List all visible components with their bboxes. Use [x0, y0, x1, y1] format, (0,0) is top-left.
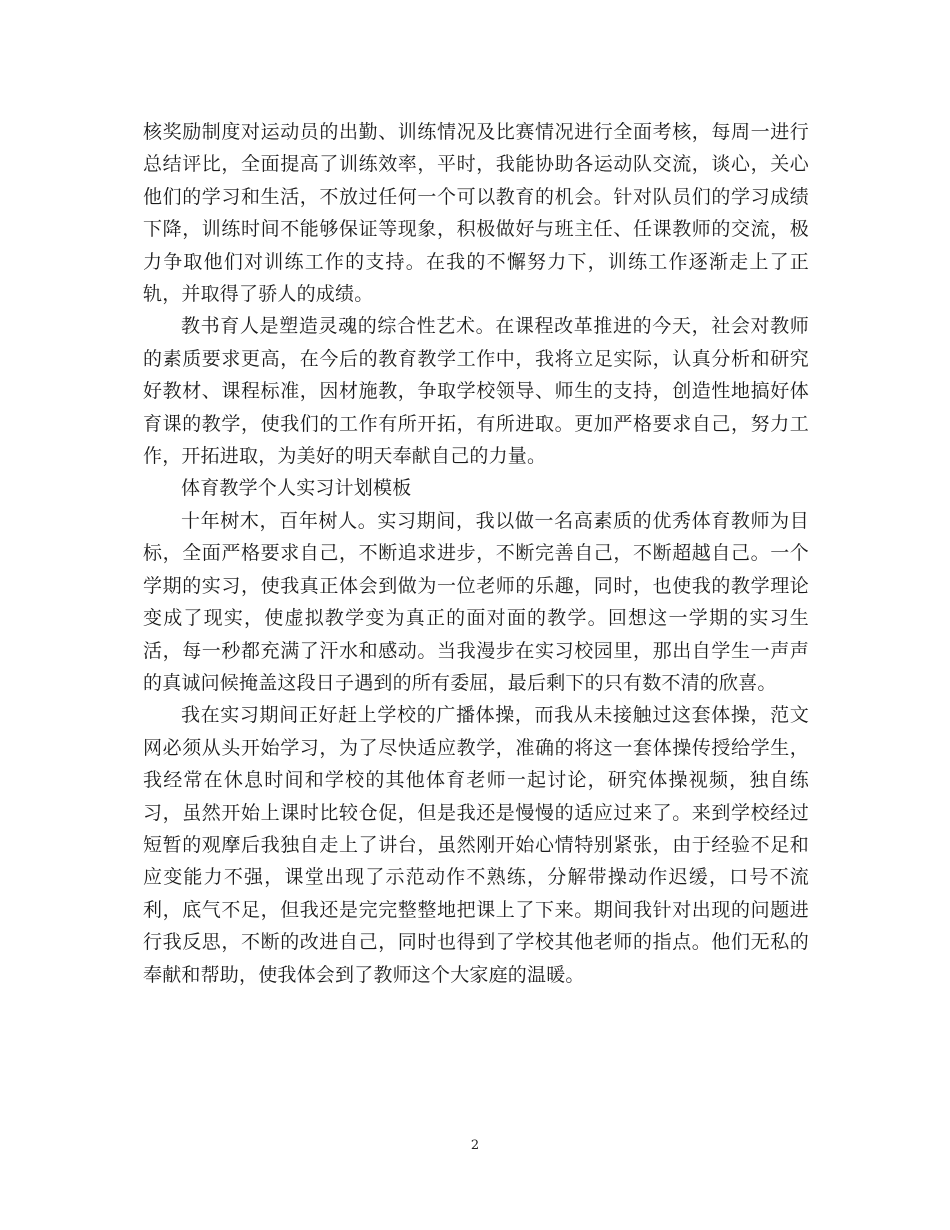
section-heading: 体育教学个人实习计划模板 [181, 477, 412, 500]
paragraph-1: 核奖励制度对运动员的出勤、训练情况及比赛情况进行全面考核，每周一进行总结评比，全面提高了训练效率，平时，我能协助各运动队交流，谈心，关心他们的学习和生活，不放过任何一个可以教育的机会。针对队员们的学习成绩下降，训练时间不能够保证等现象，积极做好与班主任、任课教师的交流，极力争取他们对训练工作的支持。在我的不懈努力下，训练工作逐渐走上了正轨，并取得了骄人的成绩。 [143, 121, 809, 306]
body-text [143, 116, 809, 991]
paragraph-4: 我在实习期间正好赶上学校的广播体操，而我从未接触过这套体操，范文网必须从头开始学习，为了尽快适应教学，准确的将这一套体操传授给学生，我经常在休息时间和学校的其他体育老师一起讨论，研究体操视频，独自练习，虽然开始上课时比较仓促，但是我还是慢慢的适应过来了。来到学校经过短暂的观摩后我独自走上了讲台，虽然刚开始心情特别紧张，由于经验不足和应变能力不强，课堂出现了示范动作不熟练，分解带操动作迟缓，口号不流利，底气不足，但我还是完完整整地把课上了下来。期间我针对出现的问题进行我反思，不断的改进自己，同时也得到了学校其他老师的指点。他们无私的奉献和帮助，使我体会到了教师这个大家庭的温暖。 [143, 704, 809, 986]
paragraph-2: 教书育人是塑造灵魂的综合性艺术。在课程改革推进的今天，社会对教师的素质要求更高，在今后的教育教学工作中，我将立足实际，认真分析和研究好教材、课程标准，因材施教，争取学校领导、师生的支持，创造性地搞好体育课的教学，使我们的工作有所开拓，有所进取。更加严格要求自己，努力工作，开拓进取，为美好的明天奉献自己的力量。 [143, 315, 809, 468]
paragraph-3: 十年树木，百年树人。实习期间，我以做一名高素质的优秀体育教师为目标，全面严格要求自己，不断追求进步，不断完善自己，不断超越自己。一个学期的实习，使我真正体会到做为一位老师的乐趣，同时，也使我的教学理论变成了现实，使虚拟教学变为真正的面对面的教学。回想这一学期的实习生活，每一秒都充满了汗水和感动。当我漫步在实习校园里，那出自学生一声声的真诚问候掩盖这段日子遇到的所有委屈，最后剩下的只有数不清的欣喜。 [143, 509, 809, 694]
page-number: 2 [470, 1138, 480, 1153]
